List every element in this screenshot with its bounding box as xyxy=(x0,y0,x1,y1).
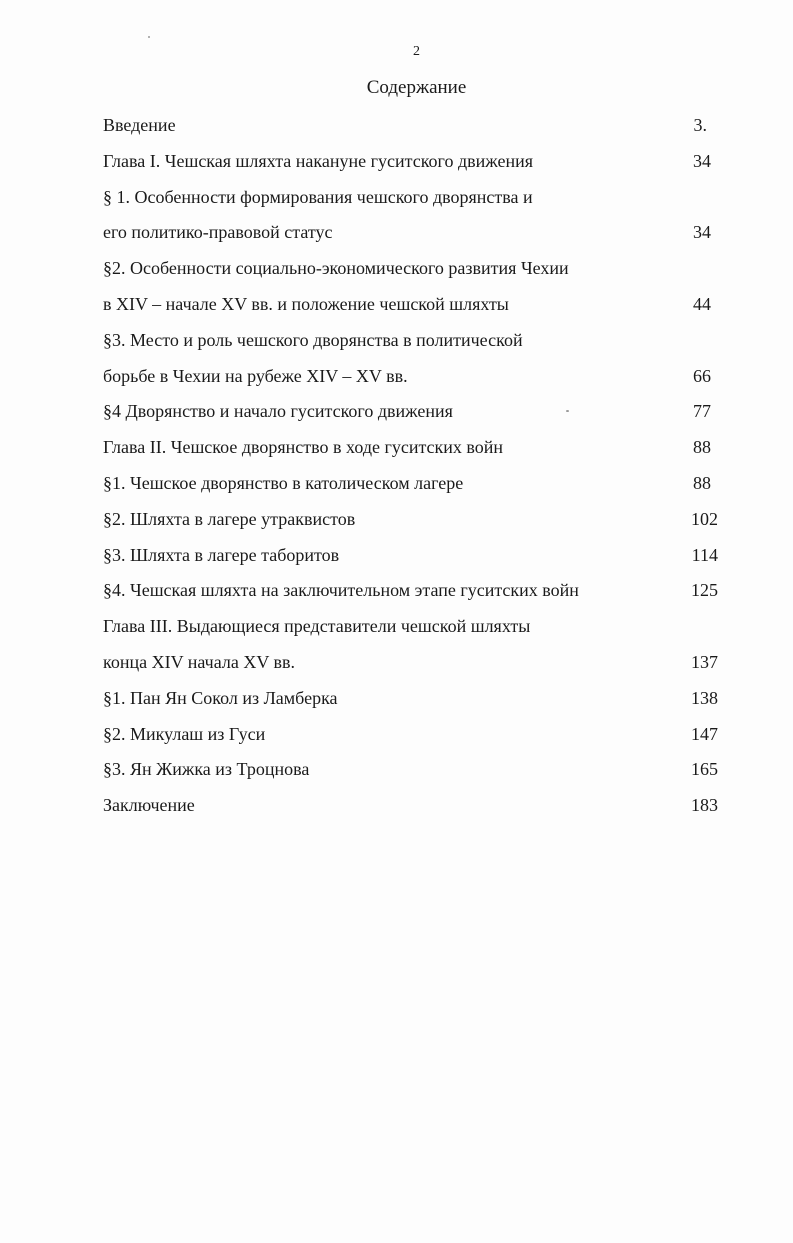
toc-entry-section-1-3 xyxy=(103,323,721,359)
toc-entry-section-1-2 xyxy=(103,251,721,287)
toc-entry-text: в XIV – начале XV вв. и положение чешской шляхты xyxy=(103,293,509,314)
toc-entry-section-1-1-cont xyxy=(103,215,721,251)
table-of-contents xyxy=(103,108,721,824)
toc-entry-section-2-4 xyxy=(103,573,721,609)
toc-entry-section-1-2-cont xyxy=(103,287,721,323)
toc-entry-page: 44 xyxy=(693,293,711,314)
toc-entry-section-2-1 xyxy=(103,466,721,502)
toc-entry-section-1-1 xyxy=(103,180,721,216)
toc-entry-page: 66 xyxy=(693,365,711,386)
toc-entry-page: 138 xyxy=(691,687,718,708)
toc-entry-page: 137 xyxy=(691,651,718,672)
toc-entry-chapter-3 xyxy=(103,609,721,645)
toc-entry-page: 3. xyxy=(693,115,707,135)
toc-entry-text: Заключение xyxy=(103,795,195,816)
toc-entry-section-1-3-cont xyxy=(103,359,721,395)
toc-entry-text: §4. Чешская шляхта на заключительном этапе гуситских войн xyxy=(103,580,579,601)
toc-entry-text: §3. Шляхта в лагере таборитов xyxy=(103,544,340,565)
toc-entry-chapter-3-cont xyxy=(103,645,721,681)
toc-entry-page: 147 xyxy=(691,723,718,744)
toc-entry-page: 88 xyxy=(693,437,711,458)
toc-entry-text: его политико-правовой статус xyxy=(103,222,333,243)
toc-entry-text: конца XIV начала XV вв. xyxy=(103,651,295,672)
toc-entry-text: §2. Микулаш из Гуси xyxy=(103,723,266,744)
toc-entry-page: 183 xyxy=(691,795,718,816)
toc-entry-section-1-4 xyxy=(103,394,721,430)
toc-entry-text: §4 Дворянство и начало гуситского движения xyxy=(103,401,453,422)
toc-entry-text: §3. Место и роль чешского дворянства в политической xyxy=(103,329,523,350)
page-title: Содержание xyxy=(366,77,467,98)
toc-entry-page: 102 xyxy=(691,508,718,529)
toc-entry-page: 125 xyxy=(691,580,718,601)
page-number: 2 xyxy=(413,44,420,59)
toc-entry-text: §2. Шляхта в лагере утраквистов xyxy=(103,508,356,529)
toc-entry-section-2-3 xyxy=(103,538,721,574)
toc-entry-page: 34 xyxy=(693,222,711,243)
toc-entry-section-3-3 xyxy=(103,752,721,788)
toc-entry-section-3-1 xyxy=(103,681,721,717)
toc-entry-page: 77 xyxy=(693,401,711,422)
toc-entry-text: § 1. Особенности формирования чешского дворянства и xyxy=(103,186,533,207)
toc-entry-section-2-2 xyxy=(103,502,721,538)
toc-entry-page: 88 xyxy=(693,472,711,493)
toc-entry-text: §2. Особенности социально-экономического развития Чехии xyxy=(103,258,569,279)
toc-entry-page: 114 xyxy=(691,544,718,565)
toc-entry-text: Глава I. Чешская шляхта накануне гуситского движения xyxy=(103,150,534,171)
toc-entry-chapter-2 xyxy=(103,430,721,466)
toc-entry-page: 165 xyxy=(691,759,718,780)
toc-entry-section-3-2 xyxy=(103,717,721,753)
toc-entry-text: борьбе в Чехии на рубеже XIV – XV вв. xyxy=(103,365,408,386)
toc-entry-chapter-1 xyxy=(103,144,721,180)
toc-entry-text: §1. Чешское дворянство в католическом лагере xyxy=(103,472,464,493)
toc-entry-text: §3. Ян Жижка из Троцнова xyxy=(103,759,310,780)
scan-speck xyxy=(566,410,569,412)
toc-entry-text: Глава III. Выдающиеся представители чешской шляхты xyxy=(103,616,531,637)
toc-entry-text: Введение xyxy=(103,115,176,135)
toc-entry-introduction xyxy=(103,108,721,144)
scan-speck xyxy=(148,36,150,38)
toc-entry-conclusion xyxy=(103,788,721,824)
toc-entry-page: 34 xyxy=(693,150,711,171)
toc-entry-text: §1. Пан Ян Сокол из Ламберка xyxy=(103,687,338,708)
toc-entry-text: Глава II. Чешское дворянство в ходе гуситских войн xyxy=(103,437,504,458)
